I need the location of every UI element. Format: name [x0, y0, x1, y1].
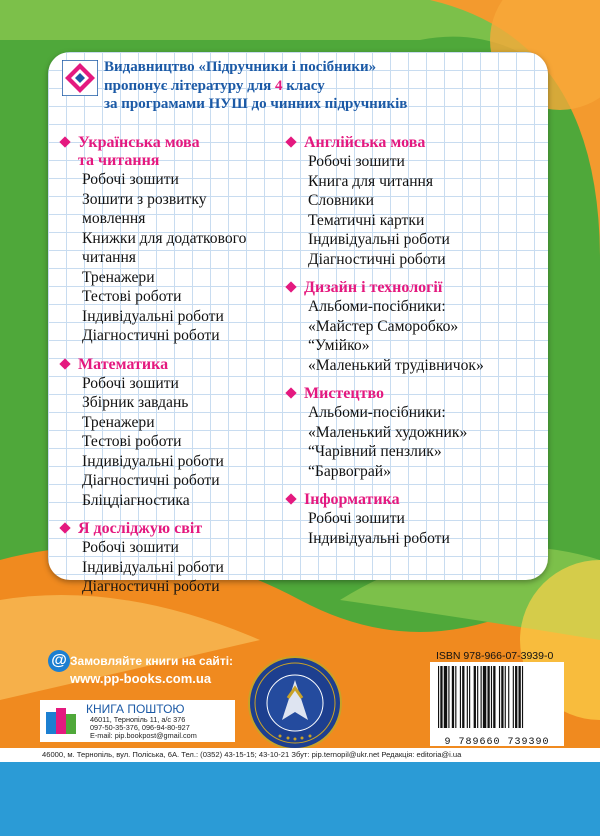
barcode-bar — [487, 666, 489, 728]
list-item: мовлення — [82, 210, 146, 227]
list-item: Тестові роботи — [82, 433, 182, 450]
publisher-line-2b: класу — [282, 77, 325, 94]
book-post-email: E-mail: pip.bookpost@gmail.com — [90, 731, 197, 740]
list-item: Альбоми-посібники: — [308, 404, 446, 421]
section-title — [284, 491, 544, 509]
list-item: Діагностичні роботи — [82, 578, 220, 595]
list-item: «Маленький трудівничок» — [308, 356, 484, 374]
list-item: Робочі зошити — [308, 153, 405, 170]
list-item: Словники — [308, 192, 374, 209]
barcode-bar — [483, 666, 486, 728]
section-title — [284, 279, 544, 297]
section-title — [58, 152, 288, 170]
section-right-0 — [284, 134, 544, 269]
publisher-line-2a: пропонує літературу для — [104, 77, 275, 94]
section-left-0 — [58, 134, 288, 346]
barcode-bar — [460, 666, 461, 728]
barcode-bar — [474, 666, 476, 728]
grade-number: 4 — [275, 77, 283, 94]
list-item: «Маленький художник» — [308, 423, 468, 441]
list-item: «Майстер Саморобко» — [308, 317, 459, 335]
footer-address: 46000, м. Тернопіль, вул. Поліська, 6А. Тел.: (0352) 43-15-15; 43-10-21 Збут: pip.ternopil@ukr.net Редакція: editoria@i.ua — [0, 748, 600, 762]
list-item: “Умійко» — [308, 337, 370, 354]
barcode-bar — [481, 666, 482, 728]
list-item: Робочі зошити — [82, 171, 179, 188]
list-item: Збірник завдань — [82, 394, 189, 411]
list-item: Альбоми-посібники: — [308, 298, 446, 315]
section-title-text: Дизайн і технології — [304, 279, 443, 296]
section-right-3 — [284, 491, 544, 548]
list-item: Індивідуальні роботи — [82, 558, 224, 576]
diamond-bullet-icon — [285, 281, 296, 292]
section-title-text: та читання — [78, 152, 160, 169]
list-item: Індивідуальні роботи — [82, 452, 224, 470]
section-right-2 — [284, 385, 544, 481]
section-title-text: Мистецтво — [304, 385, 384, 402]
barcode-bar — [455, 666, 456, 728]
publisher-line-1: Видавництво «Підручники і посібники» — [104, 59, 377, 75]
list-item: Діагностичні роботи — [308, 250, 446, 268]
barcode-bar — [438, 666, 439, 728]
section-title — [58, 134, 288, 152]
barcode-digits: 9 789660 739390 — [444, 737, 550, 748]
barcode-bar — [522, 666, 523, 728]
barcode-bar — [491, 666, 492, 728]
publisher-line-2 — [104, 77, 407, 96]
barcode-bar — [519, 666, 521, 728]
list-item: Робочі зошити — [82, 374, 179, 392]
barcode-bar — [462, 666, 464, 728]
section-right-1 — [284, 279, 544, 375]
section-title-text: Я досліджую світ — [78, 520, 203, 537]
section-title-text: Інформатика — [304, 491, 400, 508]
diamond-bullet-icon — [285, 387, 296, 398]
list-item: Робочі зошити — [82, 539, 179, 556]
book-post-address: 46011, Тернопіль 11, а/с 376 — [90, 715, 186, 724]
order-site-link[interactable]: www.pp-books.com.ua — [70, 671, 212, 686]
quality-seal-icon — [248, 656, 342, 750]
section-left-1 — [58, 356, 288, 511]
list-item: Тренажери — [82, 413, 155, 431]
books-icon — [44, 704, 78, 736]
section-title-text: Математика — [78, 355, 169, 373]
at-sign-icon: @ — [48, 650, 70, 672]
list-item: Індивідуальні роботи — [82, 307, 224, 325]
list-item: Бліцдіагностика — [82, 491, 190, 509]
diamond-bullet-icon — [59, 136, 70, 147]
isbn-label: ISBN 978-966-07-3939-0 — [436, 650, 554, 662]
barcode-bar — [499, 666, 500, 728]
diamond-bullet-icon — [59, 522, 70, 533]
list-item: читання — [82, 249, 136, 266]
barcode-bar — [469, 666, 470, 728]
publisher-logo-icon — [62, 60, 98, 96]
diamond-bullet-icon — [285, 136, 296, 147]
right-column — [284, 134, 544, 548]
list-item: Тематичні картки — [308, 211, 425, 229]
section-title — [58, 356, 288, 374]
order-label: Замовляйте книги на сайті: — [70, 654, 234, 668]
book-post-phones: 097-50-35-376, 096-94-80-927 — [90, 723, 190, 732]
section-title-text: Англійська мова — [304, 134, 426, 151]
section-left-2 — [58, 520, 288, 597]
publisher-line-3: за програмами НУШ до чинних підручників — [104, 96, 408, 112]
book-post-block — [40, 700, 235, 742]
list-item: Тестові роботи — [82, 288, 182, 305]
barcode-bar — [448, 666, 449, 728]
order-block — [40, 654, 240, 686]
left-column — [58, 134, 288, 597]
list-item: Діагностичні роботи — [82, 472, 220, 489]
barcode-bar — [508, 666, 509, 728]
barcode-bar — [440, 666, 442, 728]
section-title — [284, 385, 544, 403]
list-item: “Чарівний пензлик» — [308, 443, 442, 460]
section-title — [284, 134, 544, 152]
list-item: Діагностичні роботи — [82, 327, 220, 344]
barcode-bar — [505, 666, 506, 728]
section-title-text: Українська мова — [78, 134, 200, 151]
diamond-bullet-icon — [59, 358, 70, 369]
section-title — [58, 520, 288, 538]
barcode-bar — [477, 666, 478, 728]
barcode-bar — [493, 666, 495, 728]
barcode-bars — [430, 662, 564, 732]
list-item: Книга для читання — [308, 172, 434, 190]
book-post-title: КНИГА ПОШТОЮ — [86, 702, 185, 716]
list-item: Індивідуальні роботи — [308, 529, 450, 547]
list-item: Тренажери — [82, 268, 155, 286]
barcode-bar — [467, 666, 468, 728]
list-item: Індивідуальні роботи — [308, 231, 450, 248]
list-item: Робочі зошити — [308, 510, 405, 527]
list-item: Книжки для додаткового — [82, 229, 247, 247]
publisher-heading — [104, 58, 407, 114]
list-item: Зошити з розвитку — [82, 190, 207, 208]
diamond-bullet-icon — [285, 493, 296, 504]
barcode-bar — [444, 666, 447, 728]
barcode — [430, 662, 564, 746]
barcode-bar — [515, 666, 517, 728]
barcode-bar — [513, 666, 514, 728]
bottom-band — [0, 762, 600, 836]
barcode-bar — [452, 666, 454, 728]
list-item: “Барвограй» — [308, 462, 391, 480]
barcode-bar — [501, 666, 503, 728]
